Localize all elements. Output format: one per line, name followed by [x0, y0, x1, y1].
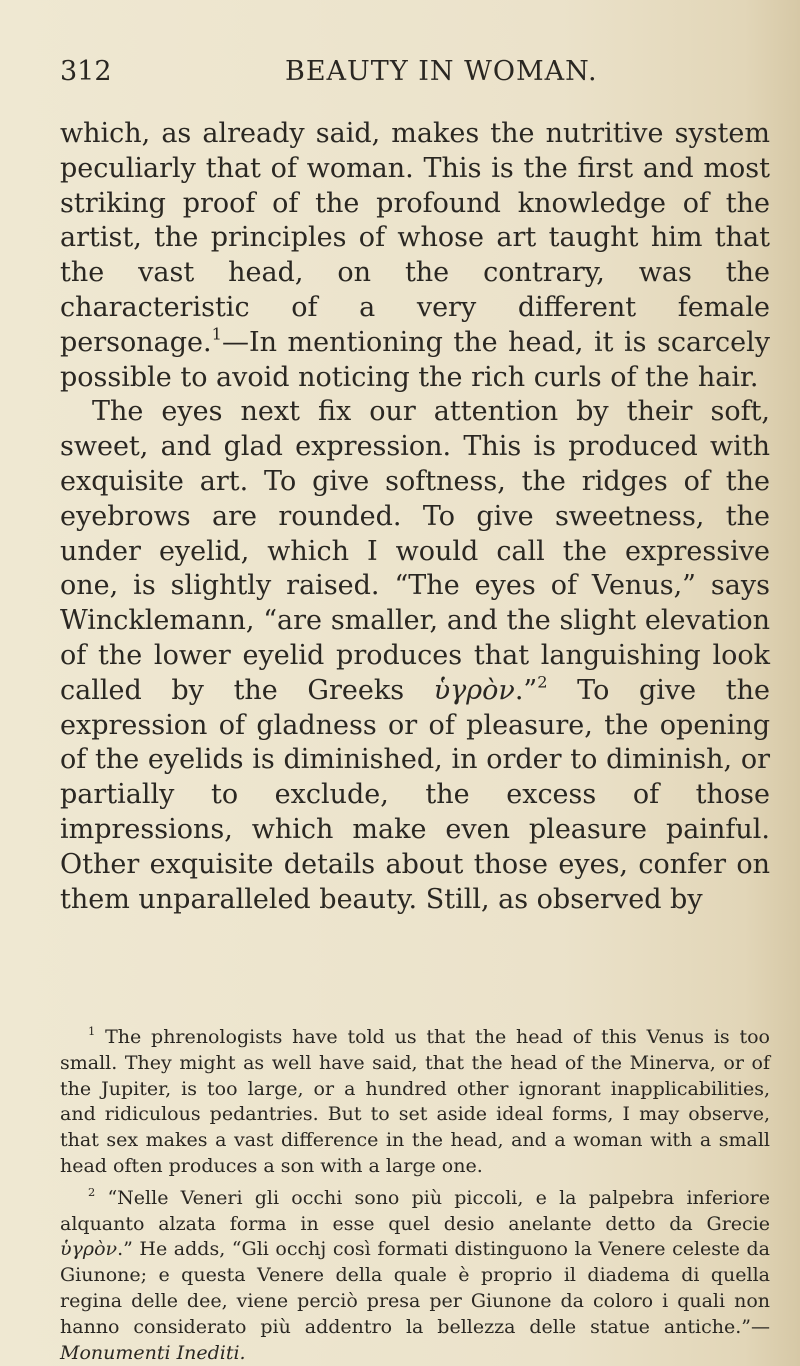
footnote-2-greek-word: ὑγρὸν — [60, 1238, 118, 1261]
footnote-2 — [60, 1186, 770, 1366]
page-header — [60, 56, 750, 96]
footnote-ref-1: 1 — [211, 324, 222, 344]
footnote-1-number: 1 — [88, 1024, 96, 1039]
body-text — [60, 117, 770, 917]
footnote-2-text-continued: .” He adds, “Gli occhj così formati distinguono la Venere celeste da Giunone; e questa Venere della quale è proprio il diadema di quella regina delle dee, viene perciò presa per Giunone da coloro i quali non hanno considerato più addentro la bellezza delle statue antiche.”— — [60, 1238, 770, 1338]
paragraph-2-quote-end: .” — [514, 674, 538, 706]
greek-word: ὑγρὸν — [433, 674, 515, 706]
page-number: 312 — [60, 56, 112, 87]
paragraph-1 — [60, 117, 770, 395]
paragraph-1-text: which, as already said, makes the nutritive system peculiarly that of woman. This is the first and most striking proof of the profound knowledge of the artist, the principles of whose art taught him that the vast head, on the contrary, was the characteristic of a very different female personage. — [60, 118, 770, 358]
running-title: BEAUTY IN WOMAN. — [285, 56, 598, 87]
paragraph-2-continued: To give the expression of gladness or of pleasure, the opening of the eyelids is diminished, in order to diminish, or partially to exclude, the excess of those impressions, which make even pleasure painful. Other exquisite details about those eyes, confer on them unparalleled beauty. Still, as observed by — [60, 674, 770, 915]
paragraph-1-continued: —In mentioning the head, it is scarcely possible to avoid noticing the rich curls of the hair. — [60, 326, 770, 393]
footnotes — [60, 1025, 770, 1366]
footnote-2-source: Monumenti Inediti. — [60, 1341, 246, 1364]
footnote-1-text: The phrenologists have told us that the head of this Venus is too small. They might as well have said, that the head of the Minerva, or of the Jupiter, is too large, or a hundred other ignorant inapplicabilities, and ridiculous pedantries. But to set aside ideal forms, I may observe, that sex makes a vast difference in the head, and a woman with a small head often produces a son with a large one. — [60, 1026, 770, 1177]
footnote-2-number: 2 — [88, 1184, 96, 1199]
footnote-2-text: “Nelle Veneri gli occhi sono più piccoli, e la palpebra inferiore alquanto alzata forma in esse quel desio anelante detto da Grecie — [60, 1186, 770, 1235]
footnote-1 — [60, 1025, 770, 1180]
footnote-ref-2: 2 — [537, 672, 548, 692]
paragraph-2-text: The eyes next fix our attention by their soft, sweet, and glad expression. This is produced with exquisite art. To give softness, the ridges of the eyebrows are rounded. To give sweetness, the under eyelid, which I would call the expressive one, is slightly raised. “The eyes of Venus,” says Wincklemann, “are smaller, and the slight elevation of the lower eyelid produces that languishing look called by the Greeks — [60, 396, 770, 706]
paragraph-2 — [60, 395, 770, 917]
